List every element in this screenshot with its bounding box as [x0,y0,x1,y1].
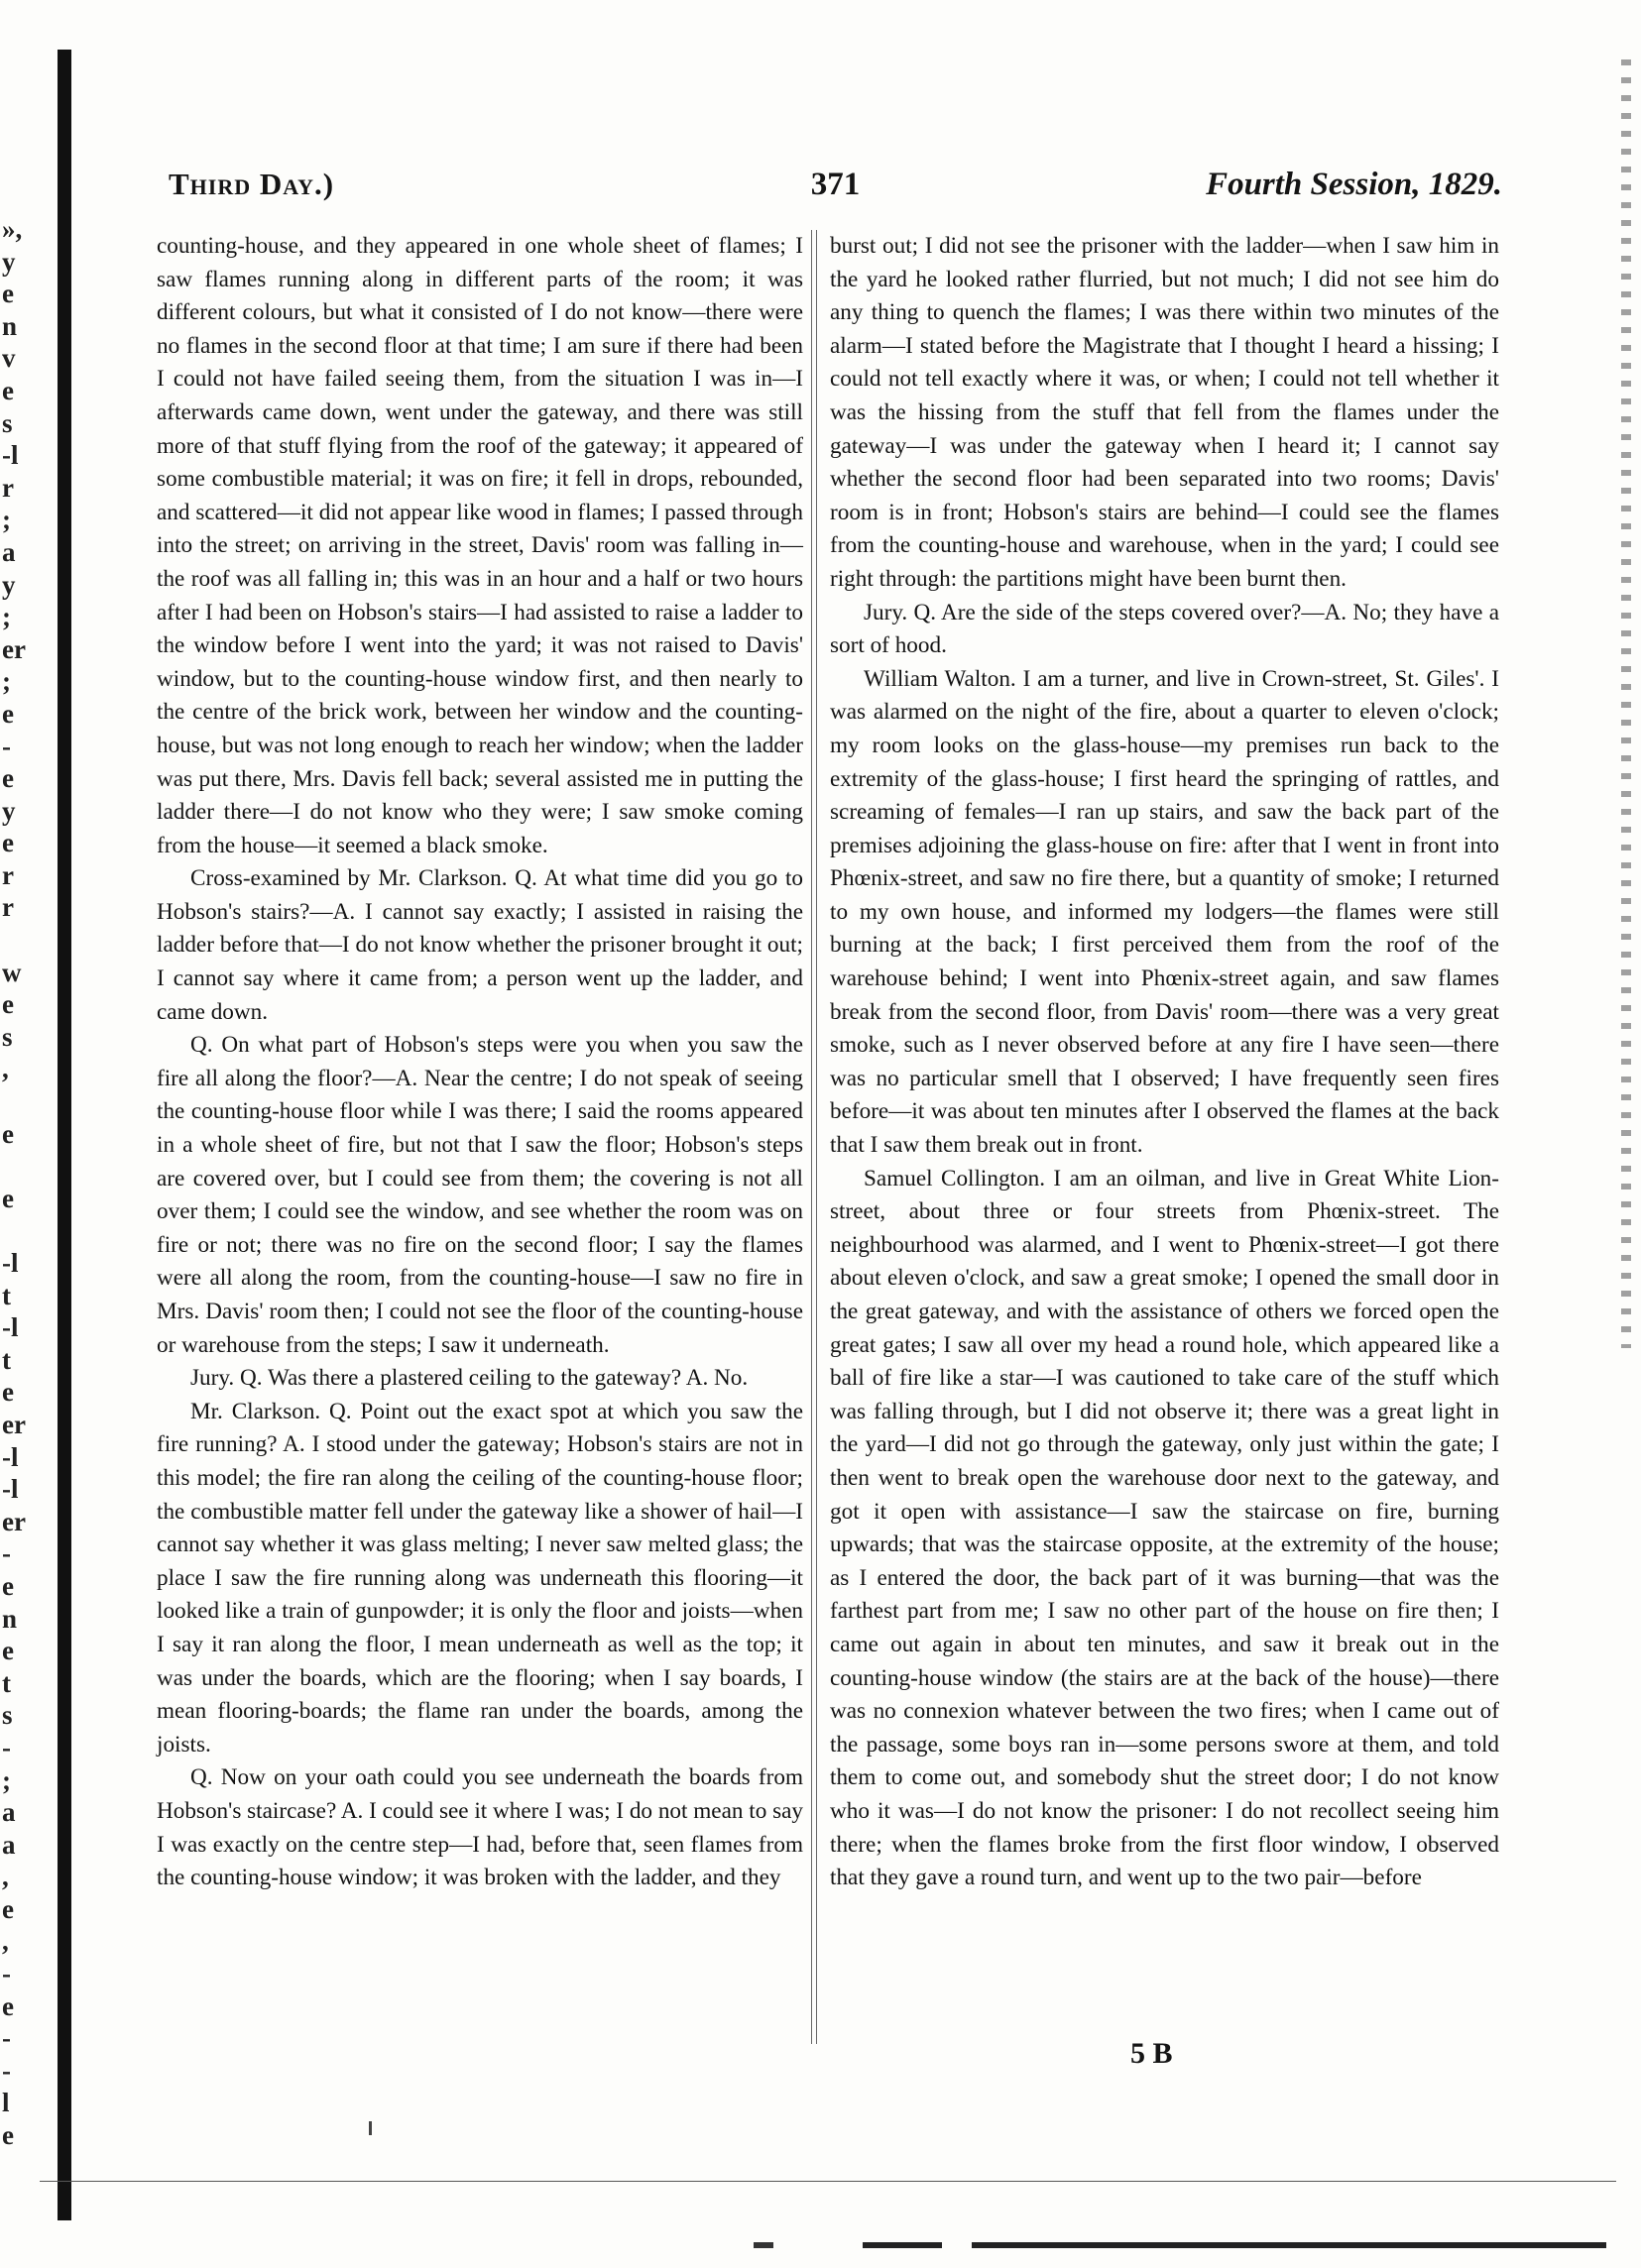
bleed-fragment: t [2,1667,11,1698]
running-header [169,167,1502,216]
bleed-fragment: e [2,698,14,729]
bleed-fragment: w [2,957,22,987]
bleed-fragment: a [2,536,16,567]
bleed-fragment: e [2,1990,14,2021]
bleed-fragment: y [2,246,16,277]
paragraph: Q. On what part of Hobson's steps were you when you saw the fire all along the floor?—A. Near the centre; I do not speak of seeing the counting-house floor while I was there; I said the rooms appeared in a whole sheet of fire, but not that I saw the floor; Hobson's steps are covered over, but I could see from them; the covering is not all over them; I could see the window, and see whether the room was on fire or not; there was no fire on the second floor; I say the flames were all along the room, from the counting-house—I saw no fire in Mrs. Davis' room then; I could not see the floor of the counting-house or warehouse from the steps; I saw it underneath. [157,1032,803,1358]
bleed-fragment: - [2,731,11,761]
left-column [157,230,803,1895]
binding-shadow [58,50,71,2220]
header-day: Third Day.) [169,167,335,201]
bleed-fragment: e [2,2120,14,2151]
bleed-fragment: l [2,2088,10,2118]
bleed-fragment: er [2,633,26,664]
paragraph: Samuel Collington. I am an oilman, and live in Great White Lion-street, about three or four streets from Phœnix-street. The neighbourhood was alarmed, and I went to Phœnix-street—I got there about eleven o'clock, and saw a great smoke; I opened the small door in the great gateway, and with the assistance of others we forced open the great gates; I saw all over my head a round hole, which appeared like a ball of fire like a star—I was cautioned to take care of the stuff which was falling through, but I did not observe it; there was a great light in the yard—I did not go through the gateway, only just within the gate; I then went to break open the warehouse door next to the gateway, and got it open with assistance—I saw the staircase on fire, burning upwards; that was the staircase opposite, at the extremity of the house; as I entered the door, the back part of it was burning—that was the farthest part from me; I saw no other part of the house on fire then; I came out again in about ten minutes, and saw it break out in the counting-house window (the stairs are at the back of the house)—there was no connexion whatever between the two fires; when I came out of the passage, some boys ran in—some persons swore at them, and told them to come out, and somebody shut the street door; I do not know who it was—I do not know the prisoner: I do not recollect seeing him there; when the flames broke from the first floor window, I observed that they gave a round turn, and went up to the two pair—before [830,1165,1499,1891]
facing-page-bleed [2,213,38,2151]
bleed-fragment: n [2,310,18,341]
ink-speck [369,2121,372,2135]
bleed-fragment [2,1085,38,1118]
bleed-fragment: ; [2,666,11,697]
page-number: 371 [810,167,861,202]
footer-rule [40,2181,1616,2182]
bleed-fragment: e [2,1377,14,1408]
bleed-fragment: e [2,1183,14,1213]
paragraph: Q. Now on your oath could you see underneath the boards from Hobson's staircase? A. I could see it where I was; I do not mean to say I was exactly on the centre step—I had, before that, seen flames from the counting-house window; it was broken with the ladder, and they [157,1764,803,1891]
bleed-fragment: - [2,2055,11,2086]
right-column [830,230,1499,1895]
paragraph: Mr. Clarkson. Q. Point out the exact spot at which you saw the fire running? A. I stood under the gateway; Hobson's stairs are not in this model; the fire ran along the ceiling of the counting-house floor; the combustible matter fell under the gateway like a shower of hail—I cannot say whether it was glass melting; I never saw melted glass; the place I saw the fire running along was underneath this flooring—it looked like a train of gunpowder; it is only the floor and joists—when I say it ran along the floor, I mean underneath as well as the top; it was under the boards, which are the flooring; when I say boards, I mean flooring-boards; the flame ran under the boards, among the joists. [157,1398,803,1758]
bleed-fragment: a [2,1797,16,1828]
bleed-fragment: -l [2,440,19,471]
bleed-fragment: r [2,472,14,503]
paragraph: burst out; I did not see the prisoner with the ladder—when I saw him in the yard he looked rather flurried, but not much; I did not see him do any thing to quench the flames; I was there within two minutes of the alarm—I stated before the Magistrate that I thought I heard a hissing; I could not tell exactly where it was, or when; I could not tell whether it was the hissing from the stuff that fell from the flames under the gateway—I was under the gateway when I heard it; I cannot say whether the second floor had been separated into two rooms; Davis' room is in front; Hobson's stairs are behind—I could see the flames from the counting-house and warehouse, when in the yard; I could see right through: the partitions might have been burnt then. [830,233,1499,592]
bleed-fragment: -l [2,1441,19,1472]
bleed-fragment: y [2,795,16,826]
bleed-fragment [2,924,38,957]
bleed-fragment: , [2,1862,9,1892]
bleed-fragment: - [2,1732,11,1762]
bleed-fragment: er [2,1506,26,1536]
bleed-fragment: e [2,828,14,858]
bleed-fragment: - [2,1959,11,1989]
paragraph: Jury. Q. Was there a plastered ceiling to the gateway? A. No. [190,1365,749,1392]
bleed-fragment: -l [2,1248,19,1278]
bleed-fragment: e [2,1893,14,1924]
paragraph: Cross-examined by Mr. Clarkson. Q. At what time did you go to Hobson's stairs?—A. I cannot say exactly; I assisted in raising the ladder before that—I do not know whether the prisoner brought it out; I cannot say where it came from; a person went up the ladder, and came down. [157,865,803,1025]
bleed-fragment: r [2,859,14,890]
bleed-fragment: e [2,279,14,309]
bleed-fragment: s [2,1021,13,1052]
bleed-fragment: y [2,569,16,600]
bleed-fragment: v [2,343,16,374]
bleed-fragment: s [2,407,13,438]
bleed-fragment: e [2,763,14,794]
paragraph: William Walton. I am a turner, and live in Crown-street, St. Giles'. I was alarmed on the night of the fire, about a quarter to eleven o'clock; my room looks on the glass-house—my premises run back to the extremity of the glass-house; I first heard the springing of rattles, and screaming of females—I ran up stairs, and saw the back part of the premises adjoining the glass-house on fire: after that I went in front into Phœnix-street, and saw no fire there, but a quantity of smoke; I returned to my own house, and informed my lodgers—the flames were still burning at the back; I first perceived them from the roof of the warehouse behind; I went into Phœnix-street again, and saw flames break from the second floor, from Davis' room—there was a very great smoke, such as I never observed before at any fire I have seen—there was no particular smell that I observed; I have frequently seen fires before—it was about ten minutes after I observed the flames at the back that I saw them break out in front. [830,665,1499,1159]
bottom-edge-marks [714,2242,1606,2248]
paragraph: Jury. Q. Are the side of the steps covered over?—A. No; they have a sort of hood. [830,599,1499,659]
bleed-fragment: n [2,1603,18,1634]
bleed-fragment: - [2,1538,11,1569]
column-divider [811,230,817,2044]
bleed-fragment: ; [2,505,11,535]
bleed-fragment: , [2,1054,9,1084]
bleed-fragment: e [2,375,14,405]
bleed-fragment: e [2,1118,14,1149]
bleed-fragment: t [2,1280,11,1310]
bleed-fragment: e [2,1636,14,1666]
bleed-fragment: -l [2,1474,19,1505]
bleed-fragment: - [2,2023,11,2054]
bleed-fragment: s [2,1700,13,1731]
bleed-fragment: e [2,989,14,1020]
bleed-fragment: ; [2,602,11,632]
paragraph: counting-house, and they appeared in one whole sheet of flames; I saw flames running along in different parts of the room; it was different colours, but what it consisted of I do not know—there were no flames in the second floor at that time; I am sure if there had been I could not have failed seeing them, from the situation I was in—I afterwards came down, went under the gateway, and there was still more of that stuff flying from the roof of the gateway; it appeared of some combustible material; it was on fire; it fell in drops, rebounded, and scattered—it did not appear like wood in flames; I passed through into the street; on arriving in the street, Davis' room was falling in—the roof was all falling in; this was in an hour and a half or two hours after I had been on Hobson's stairs—I had assisted to raise a ladder to the window before I went into the yard; it was not raised to Davis' window, but to the counting-house window first, and then nearly to the centre of the brick work, between her window and the counting-house, but was not long enough to reach her window; when the ladder was put there, Mrs. Davis fell back; several assisted me in putting the ladder there—I do not know who they were; I saw smoke coming from the house—it seemed a black smoke. [157,233,803,858]
edge-marks [1621,59,1631,1348]
bleed-fragment: », [2,214,23,244]
bleed-fragment: t [2,1344,11,1375]
bleed-fragment: , [2,1926,9,1957]
bleed-fragment: ; [2,1764,11,1795]
header-session: Fourth Session, 1829. [1206,167,1502,202]
bleed-fragment [2,1150,38,1183]
bleed-fragment: e [2,1570,14,1601]
bleed-fragment [2,1214,38,1247]
bleed-fragment: -l [2,1312,19,1343]
bleed-fragment: er [2,1409,26,1439]
bleed-fragment: a [2,1829,16,1860]
signature-mark: 5 B [1130,2037,1173,2070]
bleed-fragment: r [2,892,14,923]
